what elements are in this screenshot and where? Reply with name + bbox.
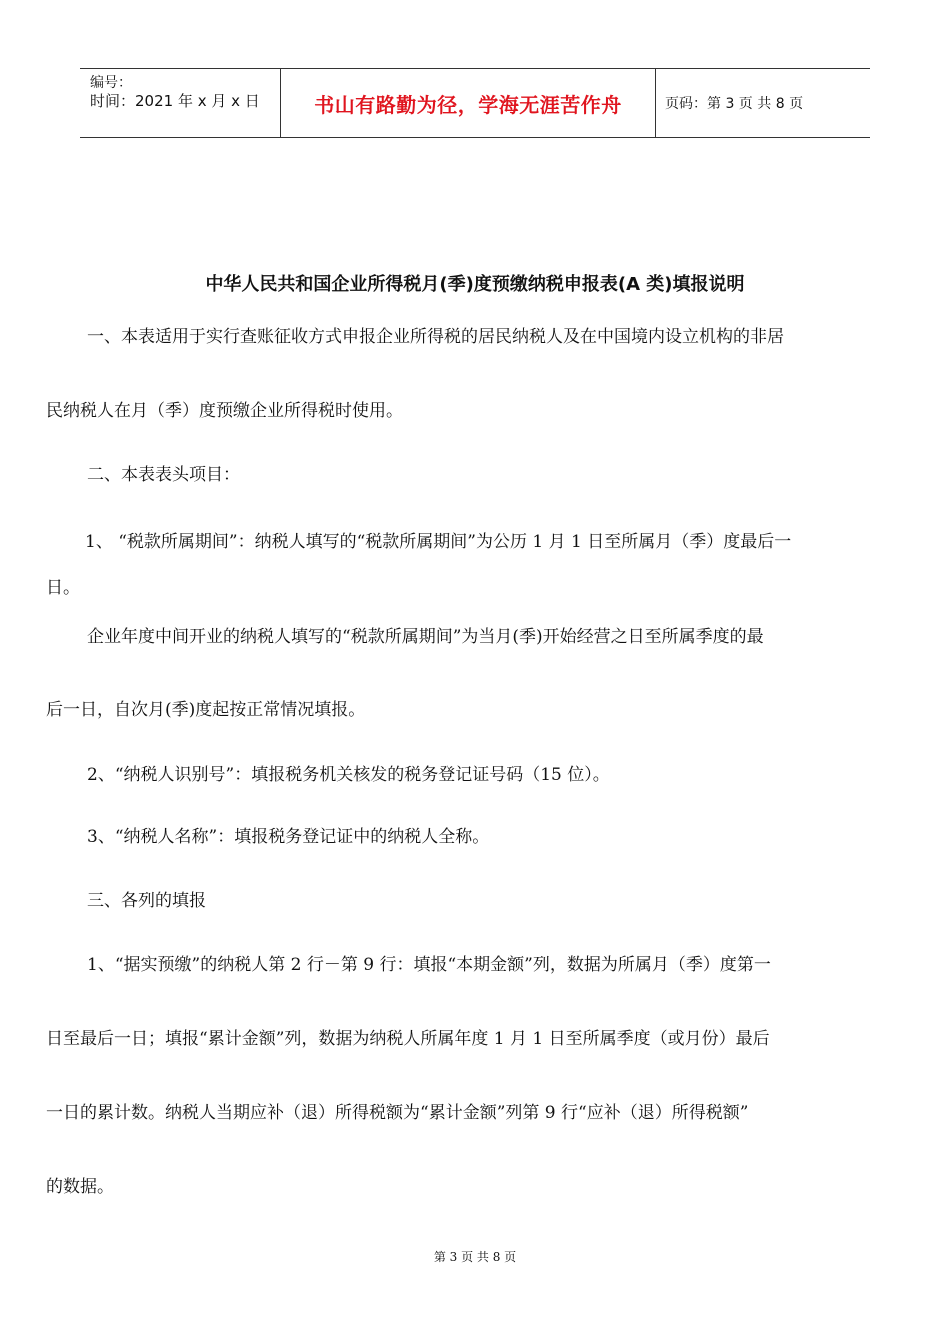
number-label: 编号：: [90, 75, 132, 91]
paragraph-line: 日。: [46, 578, 80, 598]
page-footer: 第 3 页 共 8 页: [433, 1250, 517, 1264]
paragraph-line: 1、“据实预缴”的纳税人第 2 行－第 9 行：填报“本期金额”列，数据为所属月（季）度第一: [87, 955, 771, 975]
section-heading: 三、各列的填报: [87, 891, 206, 911]
paragraph-line: 日至最后一日；填报“累计金额”列，数据为纳税人所属年度 1 月 1 日至所属季度（或月份）最后: [46, 1029, 770, 1049]
document-title: 中华人民共和国企业所得税月(季)度预缴纳税申报表(A 类)填报说明: [205, 274, 745, 295]
paragraph-line: 2、“纳税人识别号”：填报税务机关核发的税务登记证号码（15 位）。: [87, 765, 610, 785]
header-motto-cell: [280, 69, 656, 137]
paragraph-line: 民纳税人在月（季）度预缴企业所得税时使用。: [46, 401, 403, 421]
paragraph-line: 一日的累计数。纳税人当期应补（退）所得税额为“累计金额”列第 9 行“应补（退）所得税额”: [46, 1103, 749, 1123]
paragraph-line: 一、本表适用于实行查账征收方式申报企业所得税的居民纳税人及在中国境内设立机构的非居: [87, 327, 784, 347]
paragraph-line: 企业年度中间开业的纳税人填写的“税款所属期间”为当月(季)开始经营之日至所属季度的最: [87, 627, 764, 647]
motto-text: 书山有路勤为径，学海无涯苦作舟: [314, 92, 622, 117]
header-meta-cell: [80, 69, 280, 137]
paragraph-line: 的数据。: [46, 1177, 114, 1197]
header-page-cell: [655, 69, 870, 137]
section-heading: 二、本表表头项目：: [87, 465, 240, 485]
paragraph-line: 3、“纳税人名称”：填报税务登记证中的纳税人全称。: [87, 827, 490, 847]
paragraph-line: 后一日，自次月(季)度起按正常情况填报。: [46, 700, 366, 720]
document-header: [80, 68, 870, 138]
date-label: 时间：2021 年 x 月 x 日: [90, 92, 260, 110]
paragraph-line: 1、 “税款所属期间”：纳税人填写的“税款所属期间”为公历 1 月 1 日至所属月（季）度最后一: [85, 532, 792, 552]
page-info: 页码：第 3 页 共 8 页: [665, 96, 804, 112]
